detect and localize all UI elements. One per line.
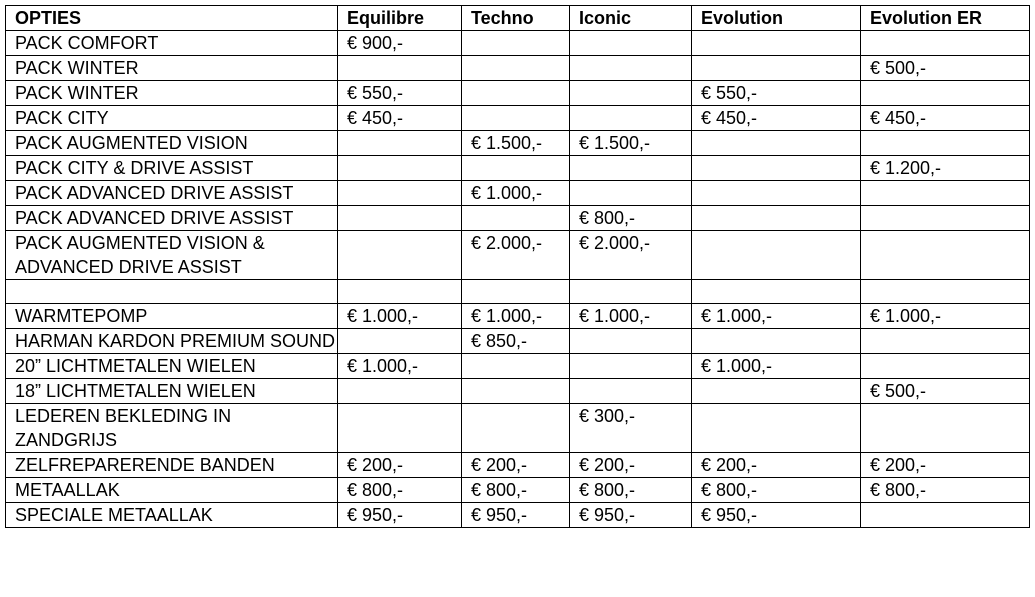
price-cell-evolution-er: € 800,- <box>861 478 1030 503</box>
price-cell-iconic <box>570 31 692 56</box>
price-cell-evolution <box>692 404 861 453</box>
price-cell-evolution: € 800,- <box>692 478 861 503</box>
price-cell-evolution-er: € 500,- <box>861 379 1030 404</box>
price-cell-equilibre <box>338 280 462 304</box>
price-cell-evolution-er <box>861 31 1030 56</box>
price-cell-evolution: € 200,- <box>692 453 861 478</box>
price-cell-equilibre: € 200,- <box>338 453 462 478</box>
table-row <box>6 329 1030 354</box>
price-cell-evolution <box>692 329 861 354</box>
option-name-cell: PACK CITY & DRIVE ASSIST <box>6 156 338 181</box>
price-cell-techno: € 950,- <box>462 503 570 528</box>
option-name-cell: 18” LICHTMETALEN WIELEN <box>6 379 338 404</box>
price-cell-techno: € 1.000,- <box>462 181 570 206</box>
table-row <box>6 404 1030 453</box>
table-row <box>6 81 1030 106</box>
price-cell-iconic <box>570 56 692 81</box>
price-cell-equilibre: € 900,- <box>338 31 462 56</box>
price-cell-techno <box>462 280 570 304</box>
option-name-cell: PACK ADVANCED DRIVE ASSIST <box>6 206 338 231</box>
price-cell-evolution-er <box>861 354 1030 379</box>
price-cell-evolution <box>692 231 861 280</box>
options-price-table <box>5 5 1030 528</box>
table-row <box>6 231 1030 280</box>
table-body <box>6 31 1030 528</box>
price-cell-iconic: € 950,- <box>570 503 692 528</box>
price-cell-techno <box>462 81 570 106</box>
option-name-cell: PACK AUGMENTED VISION & ADVANCED DRIVE ASSIST <box>6 231 338 280</box>
table-row <box>6 131 1030 156</box>
price-cell-techno: € 1.000,- <box>462 304 570 329</box>
price-cell-iconic <box>570 354 692 379</box>
price-cell-evolution-er: € 1.000,- <box>861 304 1030 329</box>
price-cell-iconic <box>570 280 692 304</box>
price-cell-techno <box>462 31 570 56</box>
table-row <box>6 56 1030 81</box>
price-cell-evolution: € 550,- <box>692 81 861 106</box>
price-cell-techno <box>462 404 570 453</box>
price-cell-evolution: € 1.000,- <box>692 304 861 329</box>
price-cell-evolution-er <box>861 280 1030 304</box>
price-cell-evolution-er: € 450,- <box>861 106 1030 131</box>
price-cell-evolution <box>692 56 861 81</box>
table-row <box>6 304 1030 329</box>
table-row <box>6 453 1030 478</box>
price-cell-iconic: € 1.500,- <box>570 131 692 156</box>
option-name-cell: PACK ADVANCED DRIVE ASSIST <box>6 181 338 206</box>
price-cell-equilibre <box>338 131 462 156</box>
price-cell-evolution-er <box>861 329 1030 354</box>
price-cell-evolution: € 1.000,- <box>692 354 861 379</box>
table-row <box>6 156 1030 181</box>
price-cell-equilibre <box>338 181 462 206</box>
price-cell-iconic <box>570 181 692 206</box>
header-evolution-er: Evolution ER <box>861 6 1030 31</box>
option-name-cell: PACK CITY <box>6 106 338 131</box>
price-cell-iconic <box>570 106 692 131</box>
option-name-cell: PACK AUGMENTED VISION <box>6 131 338 156</box>
table-row <box>6 31 1030 56</box>
option-name-cell: PACK WINTER <box>6 56 338 81</box>
price-cell-evolution: € 950,- <box>692 503 861 528</box>
price-cell-techno: € 850,- <box>462 329 570 354</box>
price-cell-evolution-er <box>861 404 1030 453</box>
table-row-empty <box>6 280 1030 304</box>
price-cell-evolution-er <box>861 131 1030 156</box>
price-cell-equilibre <box>338 231 462 280</box>
price-cell-equilibre <box>338 56 462 81</box>
price-cell-iconic: € 1.000,- <box>570 304 692 329</box>
price-cell-evolution <box>692 156 861 181</box>
option-name-cell: 20” LICHTMETALEN WIELEN <box>6 354 338 379</box>
price-cell-techno <box>462 379 570 404</box>
table-row <box>6 354 1030 379</box>
price-cell-evolution-er: € 1.200,- <box>861 156 1030 181</box>
price-cell-techno <box>462 106 570 131</box>
table-row <box>6 503 1030 528</box>
price-cell-equilibre: € 550,- <box>338 81 462 106</box>
price-cell-iconic <box>570 156 692 181</box>
price-cell-evolution: € 450,- <box>692 106 861 131</box>
price-cell-iconic <box>570 329 692 354</box>
table-row <box>6 206 1030 231</box>
option-name-cell <box>6 280 338 304</box>
price-cell-techno: € 1.500,- <box>462 131 570 156</box>
price-cell-iconic: € 300,- <box>570 404 692 453</box>
table-row <box>6 379 1030 404</box>
price-cell-evolution-er <box>861 503 1030 528</box>
header-techno: Techno <box>462 6 570 31</box>
price-cell-evolution <box>692 206 861 231</box>
header-iconic: Iconic <box>570 6 692 31</box>
option-name-cell: PACK WINTER <box>6 81 338 106</box>
price-cell-iconic: € 800,- <box>570 206 692 231</box>
price-cell-evolution-er <box>861 231 1030 280</box>
price-cell-equilibre <box>338 206 462 231</box>
price-cell-techno <box>462 56 570 81</box>
option-name-cell: HARMAN KARDON PREMIUM SOUND <box>6 329 338 354</box>
price-cell-iconic: € 2.000,- <box>570 231 692 280</box>
option-name-cell: WARMTEPOMP <box>6 304 338 329</box>
price-cell-techno: € 2.000,- <box>462 231 570 280</box>
header-evolution: Evolution <box>692 6 861 31</box>
price-cell-techno <box>462 354 570 379</box>
price-cell-evolution-er: € 500,- <box>861 56 1030 81</box>
price-cell-iconic: € 200,- <box>570 453 692 478</box>
price-cell-evolution-er <box>861 206 1030 231</box>
price-cell-equilibre: € 1.000,- <box>338 304 462 329</box>
header-options: OPTIES <box>6 6 338 31</box>
price-cell-equilibre <box>338 329 462 354</box>
price-cell-techno <box>462 206 570 231</box>
price-cell-equilibre: € 450,- <box>338 106 462 131</box>
price-cell-equilibre <box>338 404 462 453</box>
price-cell-evolution <box>692 379 861 404</box>
price-cell-iconic <box>570 81 692 106</box>
price-cell-equilibre <box>338 156 462 181</box>
option-name-cell: ZELFREPARERENDE BANDEN <box>6 453 338 478</box>
table-row <box>6 106 1030 131</box>
price-cell-techno: € 800,- <box>462 478 570 503</box>
price-cell-evolution <box>692 181 861 206</box>
price-cell-techno: € 200,- <box>462 453 570 478</box>
price-cell-equilibre <box>338 379 462 404</box>
table-row <box>6 181 1030 206</box>
price-cell-equilibre: € 800,- <box>338 478 462 503</box>
price-cell-iconic: € 800,- <box>570 478 692 503</box>
header-equilibre: Equilibre <box>338 6 462 31</box>
option-name-cell: METAALLAK <box>6 478 338 503</box>
price-cell-evolution <box>692 31 861 56</box>
price-cell-evolution <box>692 131 861 156</box>
price-cell-evolution-er <box>861 81 1030 106</box>
price-cell-equilibre: € 1.000,- <box>338 354 462 379</box>
price-cell-evolution-er <box>861 181 1030 206</box>
price-cell-iconic <box>570 379 692 404</box>
table-row <box>6 478 1030 503</box>
price-cell-techno <box>462 156 570 181</box>
option-name-cell: PACK COMFORT <box>6 31 338 56</box>
option-name-cell: SPECIALE METAALLAK <box>6 503 338 528</box>
table-header-row <box>6 6 1030 31</box>
price-cell-evolution-er: € 200,- <box>861 453 1030 478</box>
price-cell-equilibre: € 950,- <box>338 503 462 528</box>
price-cell-evolution <box>692 280 861 304</box>
option-name-cell: LEDEREN BEKLEDING IN ZANDGRIJS <box>6 404 338 453</box>
